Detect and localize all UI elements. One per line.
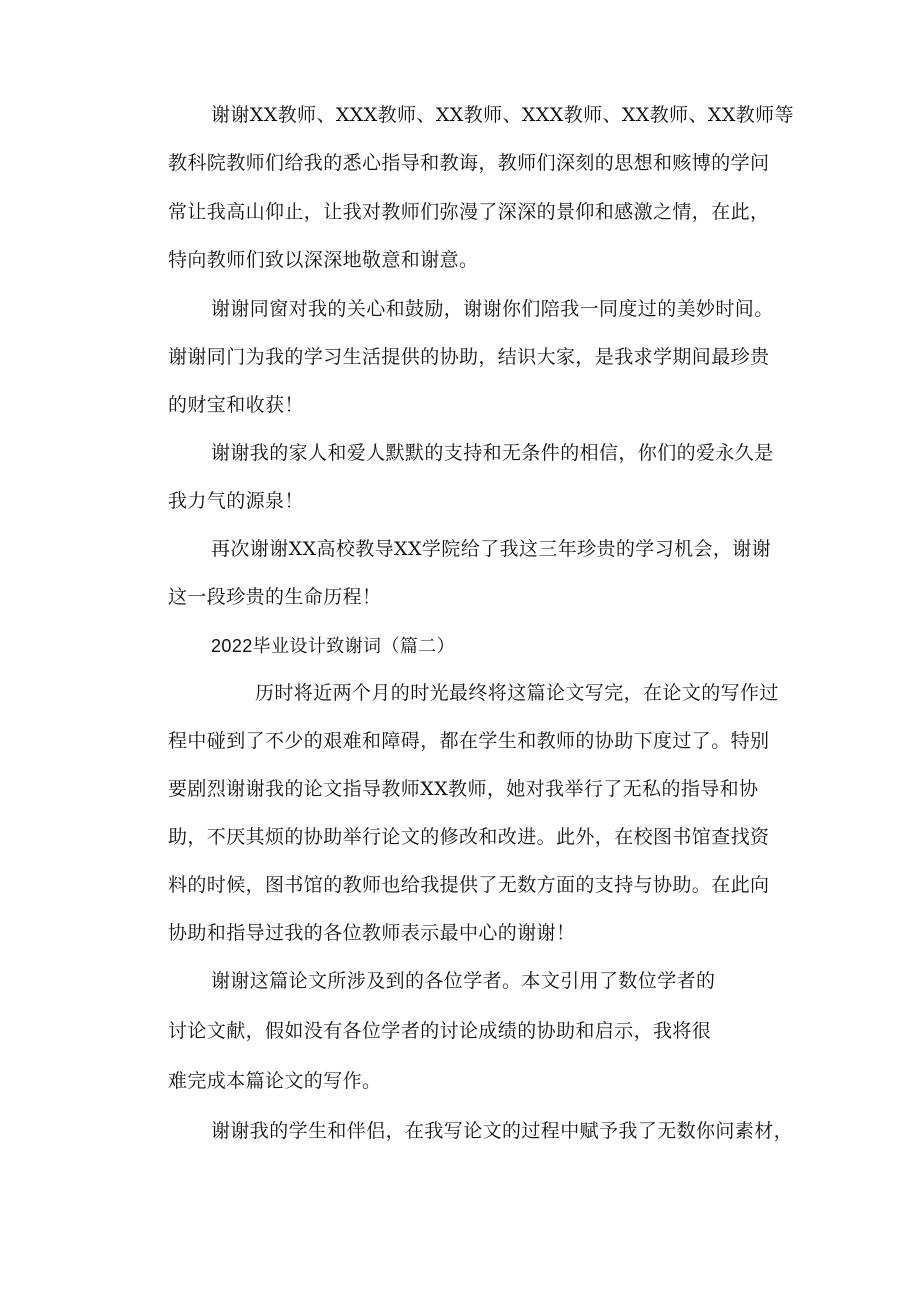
paragraph-1-line-2: 教科院教师们给我的悉心指导和教诲，教师们深刻的思想和赅博的学问	[168, 152, 770, 174]
paragraph-4-line-1: 再次谢谢XX高校教导XX学院给了我这三年珍贵的学习机会，谢谢	[211, 538, 772, 560]
paragraph-5-line-1: 历时将近两个月的时光最终将这篇论文写完，在论文的写作过	[255, 682, 779, 704]
paragraph-5-line-3: 要剧烈谢谢我的论文指导教师XX教师，她对我举行了无私的指导和协	[168, 778, 759, 800]
paragraph-6-line-2: 讨论文献，假如没有各位学者的讨论成绩的协助和启示，我将很	[168, 1020, 712, 1042]
paragraph-1-line-4: 特向教师们致以深深地敬意和谢意。	[168, 249, 479, 271]
paragraph-5-line-4: 助，不厌其烦的协助举行论文的修改和改进。此外，在校图书馆查找资	[168, 826, 770, 848]
paragraph-5-line-5: 料的时候，图书馆的教师也给我提供了无数方面的支持与协助。在此向	[168, 874, 770, 896]
paragraph-1-line-1: 谢谢XX教师、XXX教师、XX教师、XXX教师、XX教师、XX教师等	[211, 104, 794, 126]
paragraph-2-line-1: 谢谢同窗对我的关心和鼓励，谢谢你们陪我一同度过的美妙时间。	[211, 298, 774, 320]
paragraph-5-line-2: 程中碰到了不少的艰难和障碍，都在学生和教师的协助下度过了。特别	[168, 730, 770, 752]
paragraph-2-line-3: 的财宝和收获！	[168, 394, 304, 416]
paragraph-2-line-2: 谢谢同门为我的学习生活提供的协助，结识大家，是我求学期间最珍贵	[168, 346, 770, 368]
section-heading: 2022毕业设计致谢词（篇二）	[211, 636, 456, 656]
paragraph-6-line-3: 难完成本篇论文的写作。	[168, 1070, 382, 1092]
paragraph-1-line-3: 常让我高山仰止，让我对教师们弥漫了深深的景仰和感激之情，在此，	[168, 201, 770, 223]
paragraph-7-line-1: 谢谢我的学生和伴侣，在我写论文的过程中赋予我了无数你问素材，	[211, 1120, 794, 1142]
paragraph-6-line-1: 谢谢这篇论文所涉及到的各位学者。本文引用了数位学者的	[211, 970, 716, 992]
paragraph-3-line-1: 谢谢我的家人和爱人默默的支持和无条件的相信，你们的爱永久是	[211, 442, 774, 464]
paragraph-3-line-2: 我力气的源泉！	[168, 490, 304, 512]
paragraph-4-line-2: 这一段珍贵的生命历程！	[168, 586, 382, 608]
paragraph-5-line-6: 协助和指导过我的各位教师表示最中心的谢谢！	[168, 922, 576, 944]
